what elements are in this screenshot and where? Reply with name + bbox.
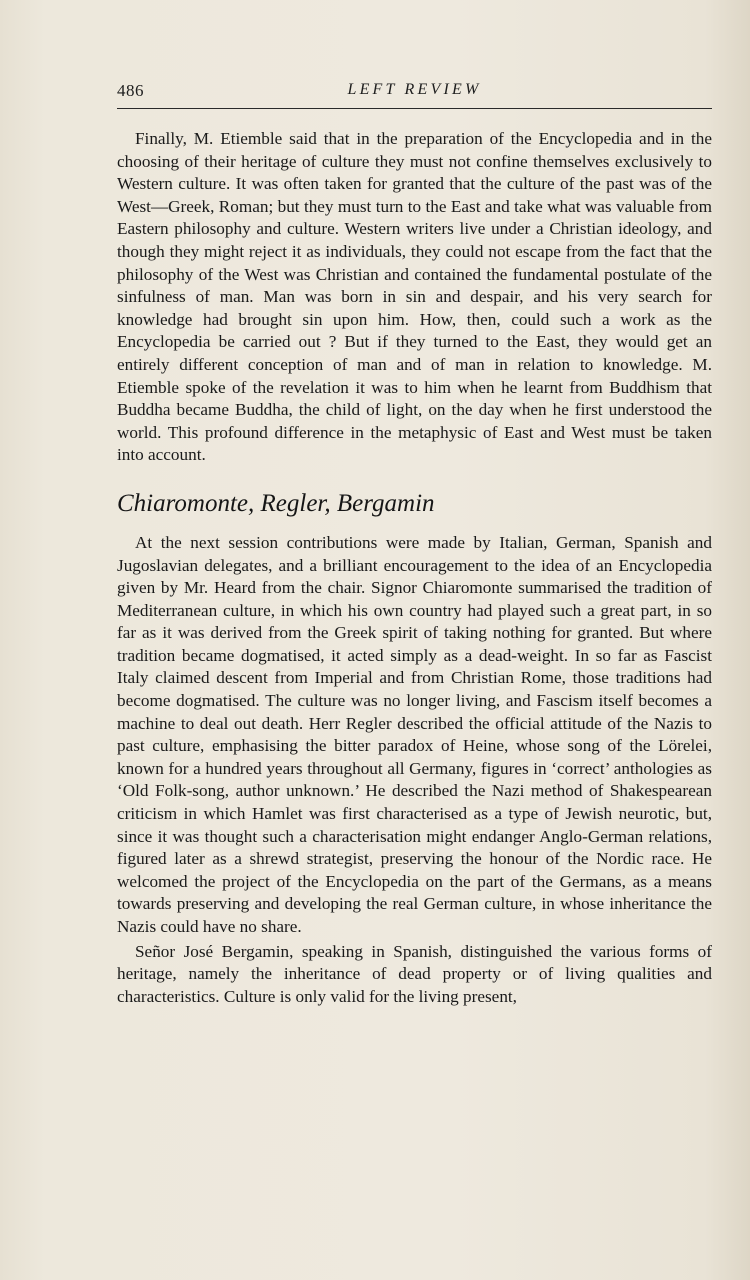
paragraph-etiemble: Finally, M. Etiemble said that in the preparation of the Encyclopedia and in the choosing of their heritage of culture they must not confine themselves exclusively to Western culture. It was often taken for granted that the culture of the past was of the West—Greek, Roman; but they must turn to the East and take what was valuable from Eastern philosophy and culture. Western writers live under a Christian ideology, and though they might reject it as individuals, they could not escape from the fact that the philosophy of the West was Christian and contained the fundamental postulate of the sinfulness of man. Man was born in sin and despair, and his very search for knowledge had brought sin upon him. How, then, could such a work as the Encyclopedia be carried out ? But if they turned to the East, they would get an entirely different conception of man and of man in relation to knowledge. M. Etiemble spoke of the revelation it was to him when he learnt from Buddhism that Buddha became Buddha, the child of light, on the day when he first understood the world. This profound difference in the metaphysic of East and West must be taken into account. [117, 129, 712, 465]
paragraph-chiaromonte-regler: At the next session contributions were made by Italian, German, Spanish and Jugoslavian delegates, and a brilliant encouragement to the idea of an Encyclopedia given by Mr. Heard from the chair. Signor Chiaromonte summarised the tradition of Mediterranean culture, in which his own country had played such a great part, in so far as it was derived from the Greek spirit of taking nothing for granted. But where tradition became dogmatised, it acted simply as a dead-weight. In so far as Fascist Italy claimed descent from Imperial and from Christian Rome, those traditions had become dogmatised. The culture was no longer living, and Fascism itself becomes a machine to deal out death. Herr Regler described the official attitude of the Nazis to past culture, emphasising the bitter paradox of Heine, whose song of the Lörelei, known for a hundred years throughout all Germany, figures in ‘correct’ anthologies as ‘Old Folk-song, author unknown.’ He described the Nazi method of Shakespearean criticism in which Hamlet was first characterised as a type of Jewish neurotic, but, since it was thought such a characterisation might endanger Anglo-German relations, figured later as a shrewd strategist, preserving the honour of the Nordic race. He welcomed the project of the Encyclopedia on the part of the Germans, as a means towards preserving and developing the real German culture, in whose inheritance the Nazis could have no share. [117, 532, 712, 936]
running-title: LEFT REVIEW [347, 81, 482, 98]
page-body [117, 128, 712, 1008]
section-heading: Chiaromonte, Regler, Bergamin [117, 489, 435, 517]
paragraph-bergamin: Señor José Bergamin, speaking in Spanish, distinguished the various forms of heritage, namely the inheritance of dead property or of living qualities and characteristics. Culture is only valid for the living present, [117, 941, 712, 1006]
page-number: 486 [117, 81, 144, 100]
page-header [117, 80, 712, 109]
